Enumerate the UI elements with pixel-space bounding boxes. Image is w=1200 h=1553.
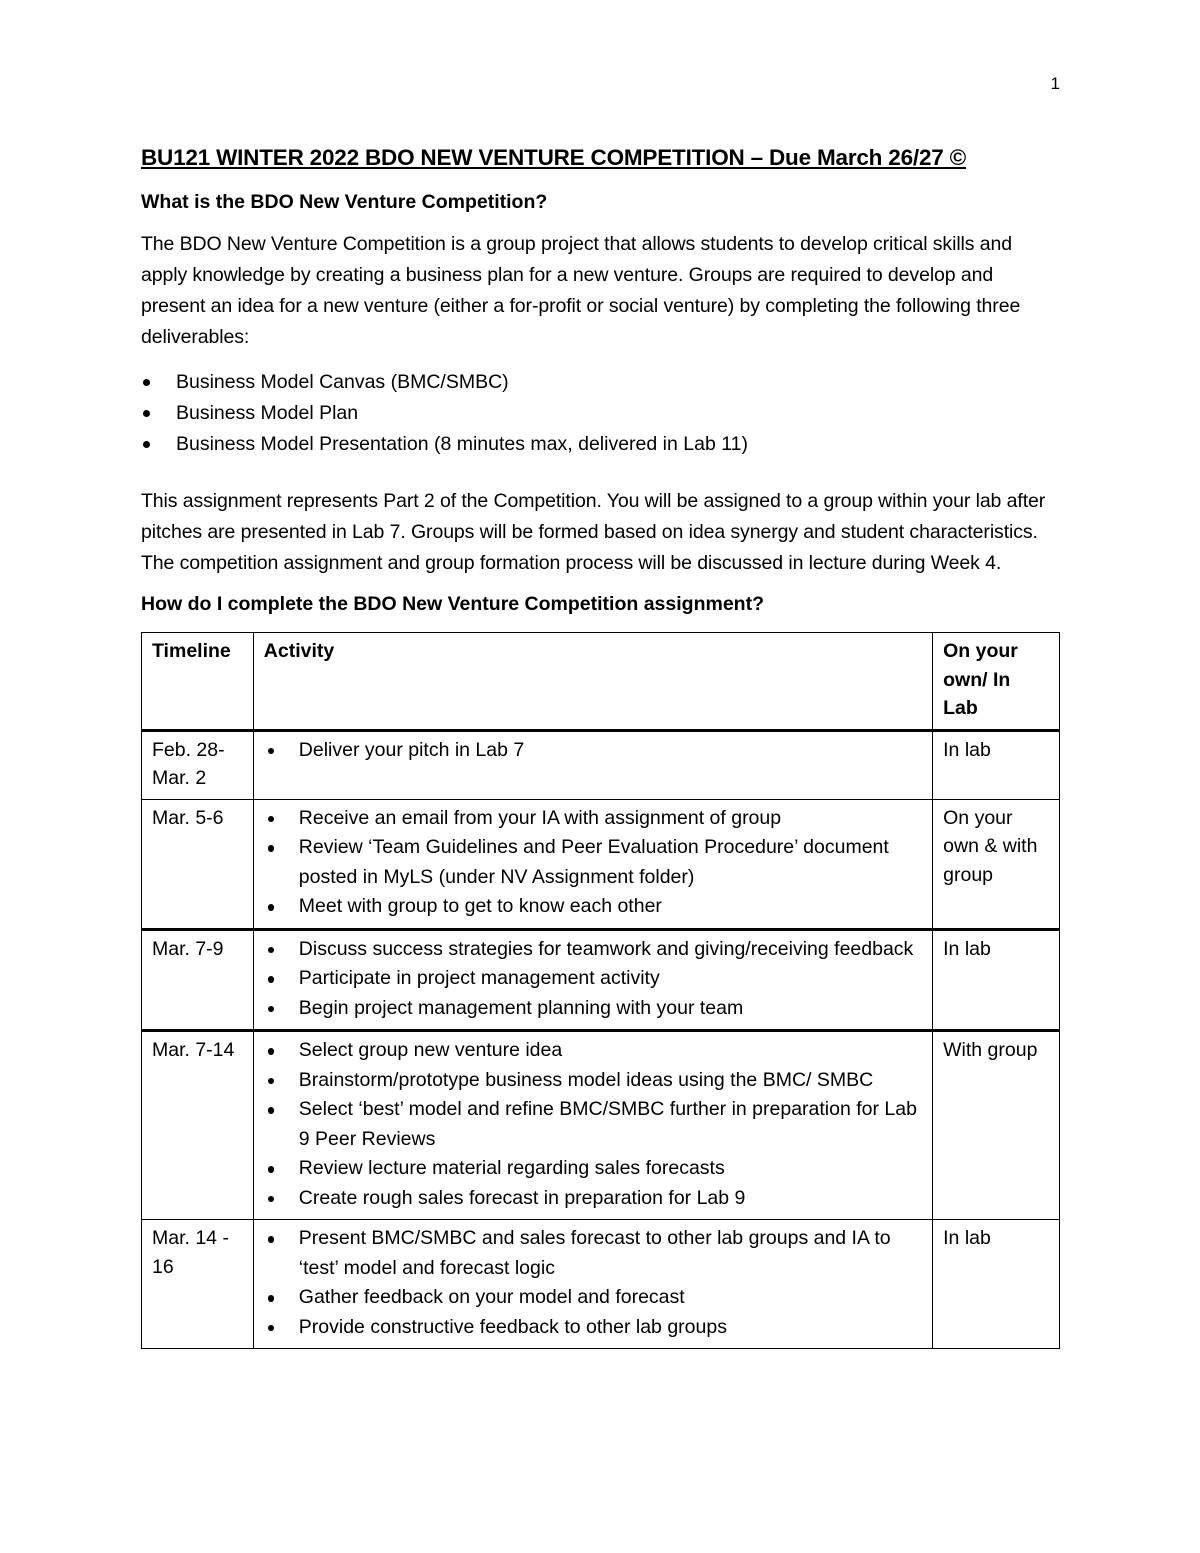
header-activity: Activity [253, 633, 932, 731]
table-row [142, 730, 1060, 799]
activity-item: Select group new venture idea [264, 1036, 922, 1066]
intro-paragraph: The BDO New Venture Competition is a group project that allows students to develop critical skills and apply knowledge by creating a business plan for a new venture. Groups are required to develop and present an idea for a new venture (either a for-profit or social venture) by completing the following three deliverables: [141, 233, 1021, 348]
section-heading-what: What is the BDO New Venture Competition? [141, 191, 548, 213]
where-cell: In lab [933, 929, 1060, 1031]
timeline-cell: Mar. 14 - 16 [142, 1220, 254, 1349]
deliverables-list [141, 367, 1061, 460]
activity-item: Create rough sales forecast in preparation for Lab 9 [264, 1184, 922, 1214]
activity-cell [253, 799, 932, 929]
activity-item: Deliver your pitch in Lab 7 [264, 736, 922, 766]
activity-item: Select ‘best’ model and refine BMC/SMBC further in preparation for Lab 9 Peer Reviews [264, 1095, 922, 1154]
table-header-row [142, 633, 1060, 731]
table-row [142, 1220, 1060, 1349]
timeline-cell: Feb. 28- Mar. 2 [142, 730, 254, 799]
activity-item: Review lecture material regarding sales forecasts [264, 1154, 922, 1184]
activity-cell [253, 1031, 932, 1220]
activity-item: Gather feedback on your model and forecast [264, 1283, 922, 1313]
page-number: 1 [1050, 74, 1060, 93]
activity-item: Discuss success strategies for teamwork and giving/receiving feedback [264, 935, 922, 965]
table-row [142, 929, 1060, 1031]
activity-item: Present BMC/SMBC and sales forecast to other lab groups and IA to ‘test’ model and forecast logic [264, 1224, 922, 1283]
activity-item: Meet with group to get to know each other [264, 892, 922, 922]
activity-cell [253, 929, 932, 1031]
timeline-cell: Mar. 5-6 [142, 799, 254, 929]
deliverable-item: Business Model Presentation (8 minutes max, delivered in Lab 11) [141, 429, 1061, 460]
activity-item: Provide constructive feedback to other lab groups [264, 1313, 922, 1343]
section-heading-how: How do I complete the BDO New Venture Competition assignment? [141, 593, 764, 615]
where-cell: On your own & with group [933, 799, 1060, 929]
activity-item: Brainstorm/prototype business model ideas using the BMC/ SMBC [264, 1066, 922, 1096]
activity-item: Receive an email from your IA with assignment of group [264, 804, 922, 834]
header-where: On your own/ In Lab [933, 633, 1060, 731]
table-row [142, 1031, 1060, 1220]
activity-item: Participate in project management activity [264, 964, 922, 994]
where-cell: In lab [933, 1220, 1060, 1349]
activity-item: Begin project management planning with your team [264, 994, 922, 1024]
activity-cell [253, 730, 932, 799]
timeline-cell: Mar. 7-14 [142, 1031, 254, 1220]
where-cell: With group [933, 1031, 1060, 1220]
where-cell: In lab [933, 730, 1060, 799]
document-title: BU121 WINTER 2022 BDO NEW VENTURE COMPETITION – Due March 26/27 © [141, 145, 967, 170]
table-row [142, 799, 1060, 929]
timeline-cell: Mar. 7-9 [142, 929, 254, 1031]
deliverable-item: Business Model Plan [141, 398, 1061, 429]
activity-cell [253, 1220, 932, 1349]
deliverable-item: Business Model Canvas (BMC/SMBC) [141, 367, 1061, 398]
assignment-paragraph: This assignment represents Part 2 of the Competition. You will be assigned to a group within your lab after pitches are presented in Lab 7. Groups will be formed based on idea synergy and student characteristics. The competition assignment and group formation process will be discussed in lecture during Week 4. [141, 490, 1046, 574]
document-body [141, 145, 1061, 1349]
activity-item: Review ‘Team Guidelines and Peer Evaluation Procedure’ document posted in MyLS (under NV Assignment folder) [264, 833, 922, 892]
timeline-table [141, 632, 1060, 1349]
header-timeline: Timeline [142, 633, 254, 731]
